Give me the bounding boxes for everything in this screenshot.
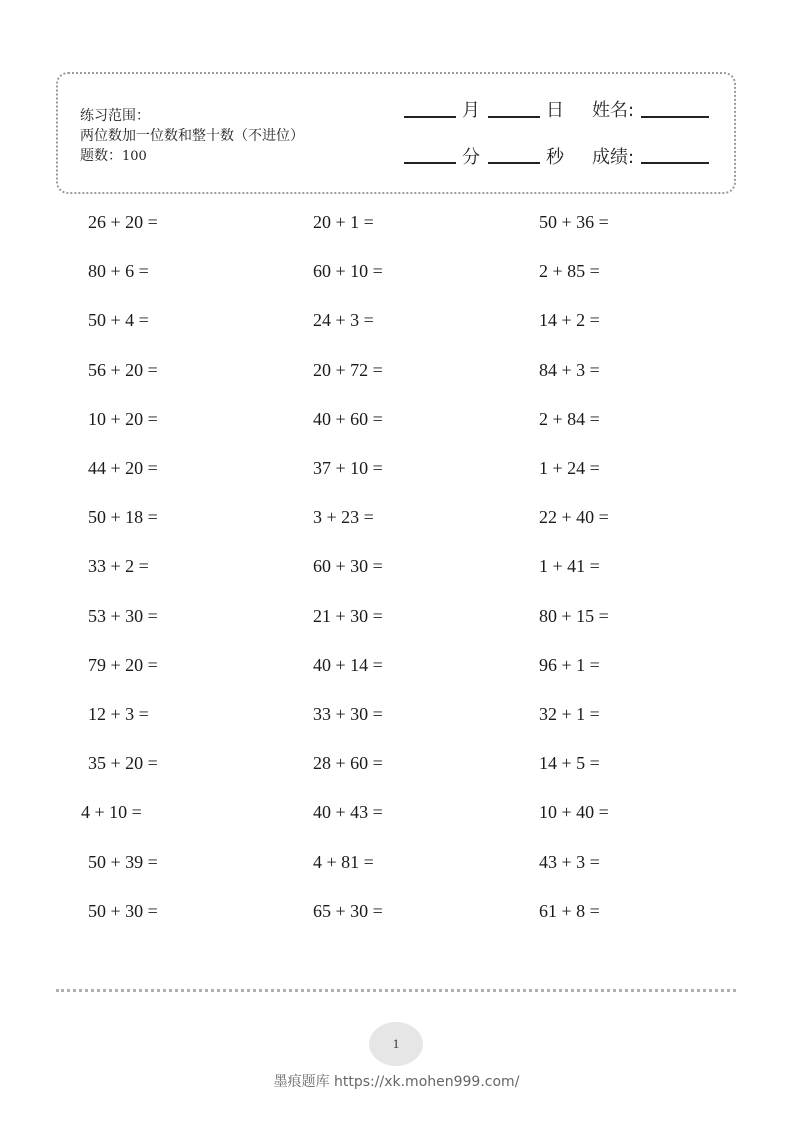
footer-site-text: 墨痕题库 https://xk.mohen999.com/ bbox=[273, 1074, 520, 1090]
range-value: 两位数加一位数和整十数（不进位） bbox=[80, 128, 304, 144]
problem-item: 60 + 30 = bbox=[313, 556, 383, 576]
problem-item: 53 + 30 = bbox=[88, 606, 158, 626]
problem-item: 35 + 20 = bbox=[88, 753, 158, 773]
problem-item: 50 + 36 = bbox=[539, 212, 609, 232]
problem-item: 43 + 3 = bbox=[539, 852, 600, 872]
problem-item: 4 + 81 = bbox=[313, 852, 374, 872]
bottom-divider bbox=[56, 989, 736, 992]
problem-item: 10 + 40 = bbox=[539, 802, 609, 822]
problem-item: 50 + 39 = bbox=[88, 852, 158, 872]
score-label: 成绩: bbox=[592, 147, 635, 168]
problem-item: 12 + 3 = bbox=[88, 704, 149, 724]
problem-item: 80 + 6 = bbox=[88, 261, 149, 281]
problem-item: 60 + 10 = bbox=[313, 261, 383, 281]
score-blank[interactable] bbox=[641, 162, 709, 164]
problem-item: 50 + 4 = bbox=[88, 310, 149, 330]
problem-item: 96 + 1 = bbox=[539, 655, 600, 675]
count-line bbox=[80, 146, 304, 167]
problem-item: 10 + 20 = bbox=[88, 409, 158, 429]
problem-item: 14 + 5 = bbox=[539, 753, 600, 773]
problem-item: 37 + 10 = bbox=[313, 458, 383, 478]
problem-item: 40 + 60 = bbox=[313, 409, 383, 429]
problem-item: 22 + 40 = bbox=[539, 507, 609, 527]
problem-item: 84 + 3 = bbox=[539, 360, 600, 380]
page-number: 1 bbox=[392, 1036, 400, 1051]
problem-item: 26 + 20 = bbox=[88, 212, 158, 232]
minute-blank[interactable] bbox=[404, 162, 456, 164]
month-label: 月 bbox=[462, 100, 480, 121]
problem-item: 1 + 24 = bbox=[539, 458, 600, 478]
problem-item: 40 + 43 = bbox=[313, 802, 383, 822]
problem-item: 14 + 2 = bbox=[539, 310, 600, 330]
range-label: 练习范围： bbox=[80, 108, 150, 124]
problem-item: 44 + 20 = bbox=[88, 458, 158, 478]
problem-item: 28 + 60 = bbox=[313, 753, 383, 773]
month-blank[interactable] bbox=[404, 116, 456, 118]
problem-item: 33 + 2 = bbox=[88, 556, 149, 576]
problem-item: 20 + 72 = bbox=[313, 360, 383, 380]
day-blank[interactable] bbox=[488, 116, 540, 118]
problem-item: 61 + 8 = bbox=[539, 901, 600, 921]
problem-item: 32 + 1 = bbox=[539, 704, 600, 724]
second-label: 秒 bbox=[546, 147, 564, 168]
page-number-badge bbox=[369, 1022, 423, 1066]
name-label: 姓名: bbox=[592, 100, 635, 121]
problem-item: 56 + 20 = bbox=[88, 360, 158, 380]
count-label: 题数： bbox=[80, 148, 122, 164]
count-value: 100 bbox=[122, 149, 147, 164]
problem-item: 3 + 23 = bbox=[313, 507, 374, 527]
problem-item: 2 + 85 = bbox=[539, 261, 600, 281]
exercise-info bbox=[80, 106, 304, 167]
problem-item: 33 + 30 = bbox=[313, 704, 383, 724]
problem-item: 2 + 84 = bbox=[539, 409, 600, 429]
problem-item: 1 + 41 = bbox=[539, 556, 600, 576]
second-blank[interactable] bbox=[488, 162, 540, 164]
problem-item: 40 + 14 = bbox=[313, 655, 383, 675]
name-blank[interactable] bbox=[641, 116, 709, 118]
day-label: 日 bbox=[546, 100, 564, 121]
problem-item: 50 + 18 = bbox=[88, 507, 158, 527]
problem-item: 65 + 30 = bbox=[313, 901, 383, 921]
problem-item: 24 + 3 = bbox=[313, 310, 374, 330]
problem-item: 80 + 15 = bbox=[539, 606, 609, 626]
problem-item: 21 + 30 = bbox=[313, 606, 383, 626]
problem-item: 50 + 30 = bbox=[88, 901, 158, 921]
problem-item: 4 + 10 = bbox=[81, 802, 142, 822]
problem-item: 79 + 20 = bbox=[88, 655, 158, 675]
minute-label: 分 bbox=[462, 147, 480, 168]
problem-item: 20 + 1 = bbox=[313, 212, 374, 232]
